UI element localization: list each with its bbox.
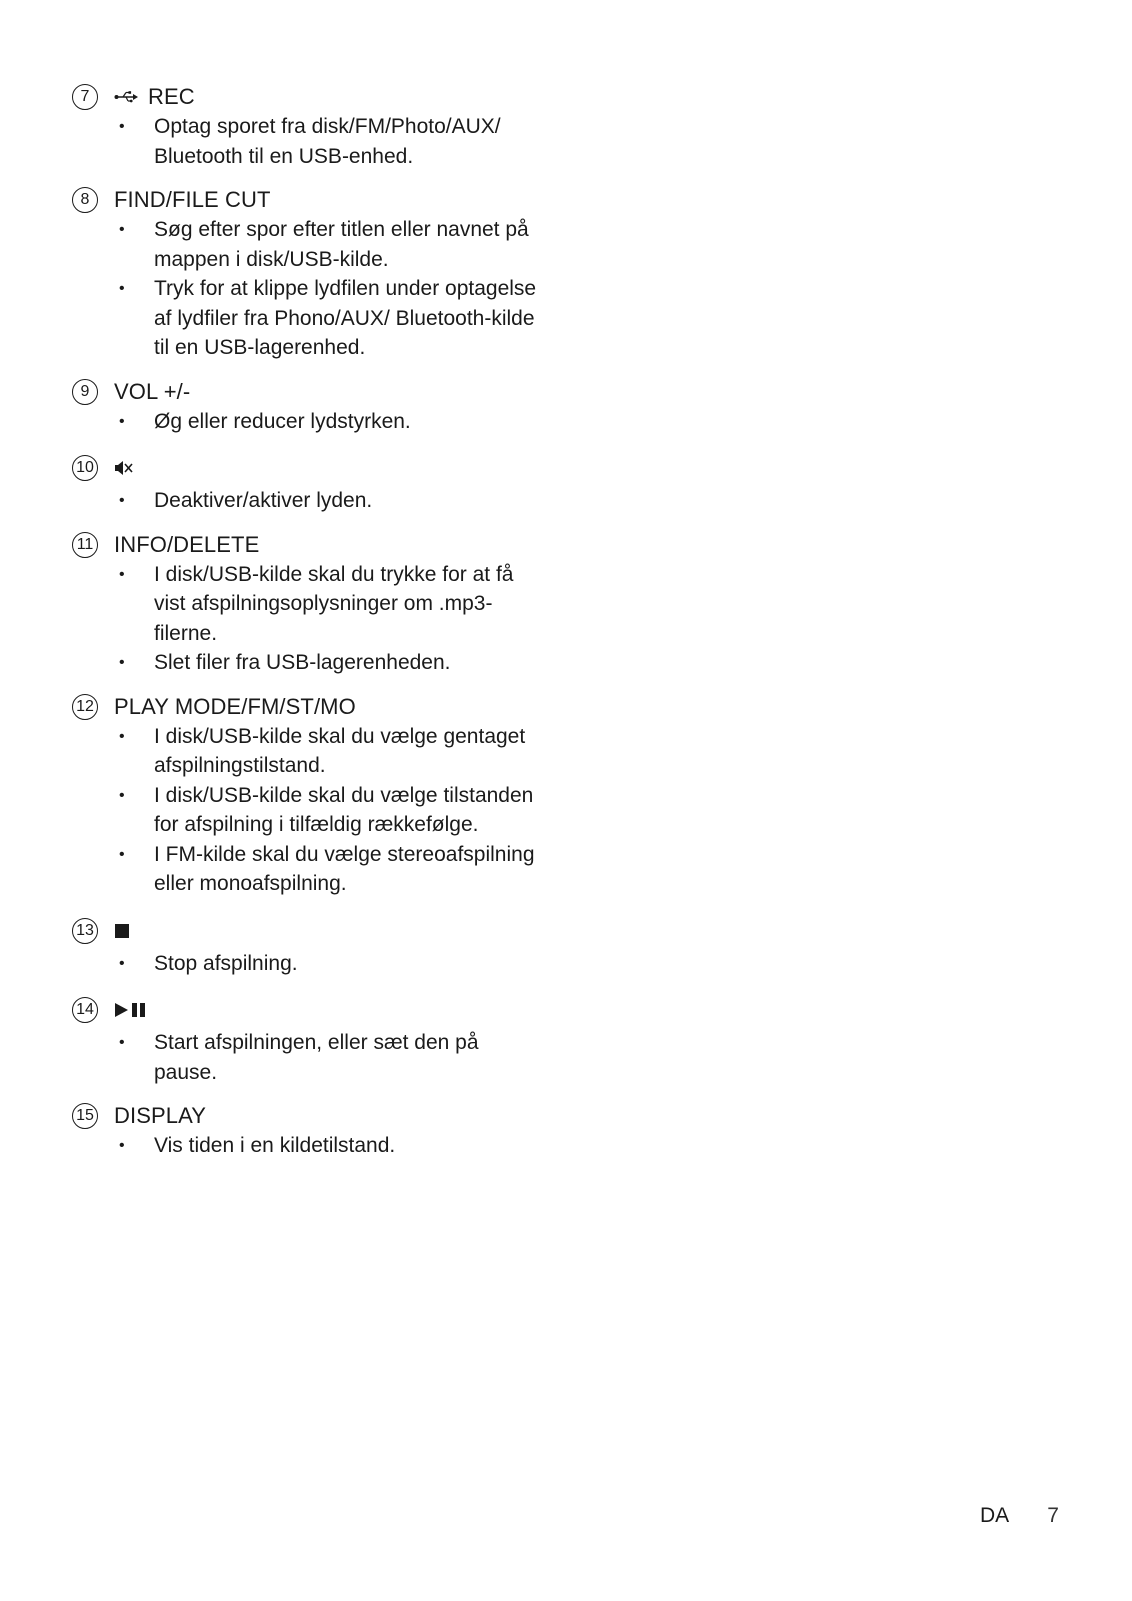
item-play-mode — [72, 692, 542, 899]
item-number: 15 — [72, 1103, 98, 1129]
item-title: FIND/FILE CUT — [114, 187, 271, 212]
item-display — [72, 1101, 542, 1161]
list-item: • Slet filer fra USB-lagerenheden. — [154, 648, 542, 678]
item-title: INFO/DELETE — [114, 531, 260, 557]
item-number: 9 — [72, 379, 98, 405]
list-item: • Tryk for at klippe lydfilen under optagelse af lydfiler fra Phono/AUX/ Bluetooth-kilde til en USB-lagerenhed. — [154, 274, 542, 363]
list-item: • I FM-kilde skal du vælge stereoafspilning eller monoafspilning. — [154, 840, 542, 899]
item-title: PLAY MODE/FM/ST/MO — [114, 693, 356, 719]
item-vol — [72, 377, 542, 437]
item-stop — [72, 913, 542, 979]
list-item: • Deaktiver/aktiver lyden. — [154, 486, 542, 516]
item-number: 12 — [72, 694, 98, 720]
item-title: VOL +/- — [114, 378, 191, 404]
stop-icon — [114, 923, 130, 939]
item-rec — [72, 82, 542, 171]
page-number: 7 — [1047, 1504, 1059, 1527]
list-item: • I disk/USB-kilde skal du trykke for at få vist afspilningsoplysninger om .mp3- filerne. — [154, 560, 542, 649]
list-item: • Søg efter spor efter titlen eller navnet på mappen i disk/USB-kilde. — [154, 215, 542, 274]
play-pause-icon — [114, 1002, 148, 1018]
item-number: 11 — [72, 532, 98, 558]
item-number: 7 — [72, 84, 98, 110]
list-item: • I disk/USB-kilde skal du vælge gentaget afspilningstilstand. — [154, 722, 542, 781]
list-item: • I disk/USB-kilde skal du vælge tilstanden for afspilning i tilfældig rækkefølge. — [154, 781, 542, 840]
language-code: DA — [980, 1504, 1010, 1527]
item-mute — [72, 450, 542, 516]
list-item: • Stop afspilning. — [154, 949, 542, 979]
list-item: • Øg eller reducer lydstyrken. — [154, 407, 542, 437]
item-title: REC — [148, 84, 195, 109]
item-number: 8 — [72, 187, 98, 213]
page-footer — [980, 1504, 1059, 1528]
item-number: 14 — [72, 997, 98, 1023]
item-number: 13 — [72, 918, 98, 944]
item-find-file-cut — [72, 185, 542, 363]
instruction-list — [72, 82, 542, 1175]
item-play-pause — [72, 992, 542, 1087]
list-item: • Vis tiden i en kildetilstand. — [154, 1131, 542, 1161]
list-item: • Optag sporet fra disk/FM/Photo/AUX/ Bluetooth til en USB-enhed. — [154, 112, 542, 171]
list-item: • Start afspilningen, eller sæt den på pause. — [154, 1028, 542, 1087]
item-info-delete — [72, 530, 542, 678]
item-number: 10 — [72, 455, 98, 481]
item-title: DISPLAY — [114, 1103, 206, 1128]
usb-icon — [114, 90, 140, 104]
mute-icon — [114, 460, 134, 476]
